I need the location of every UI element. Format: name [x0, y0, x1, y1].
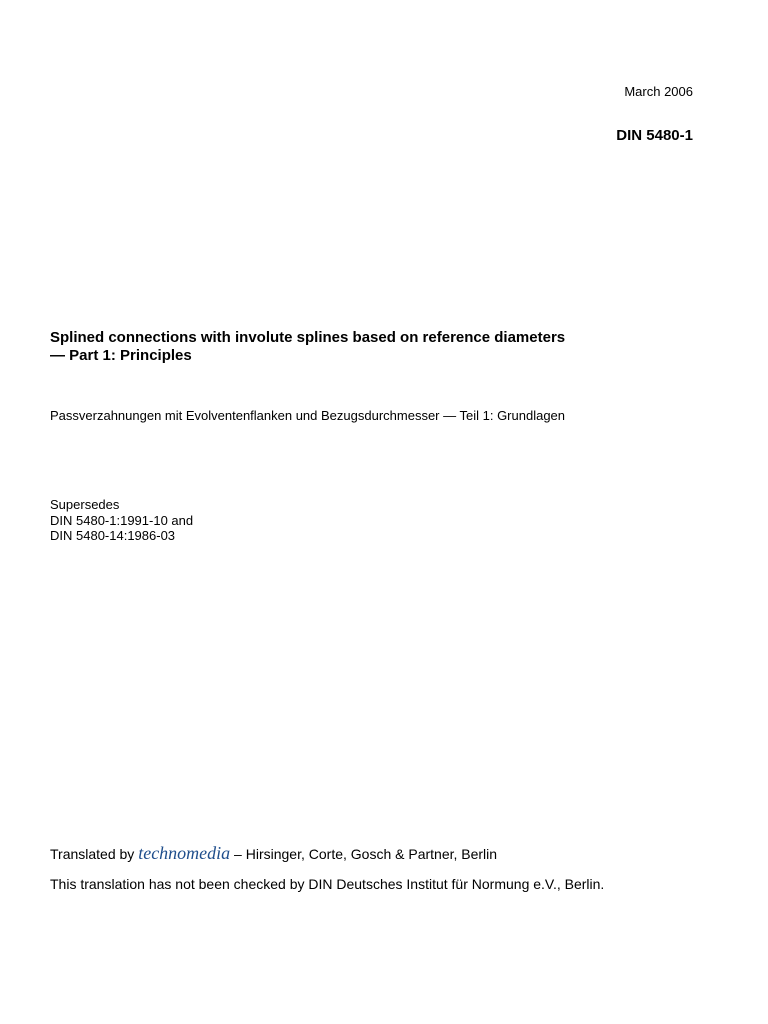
translator-name: – Hirsinger, Corte, Gosch & Partner, Berlin — [230, 846, 498, 862]
supersedes-block — [50, 497, 193, 544]
document-title-line-1: Splined connections with involute splines based on reference diameters — [50, 329, 566, 346]
translated-by-prefix: Translated by — [50, 846, 139, 862]
supersedes-item: DIN 5480-1:1991-10 and — [50, 512, 194, 528]
translated-by-line — [50, 843, 497, 864]
publication-date: March 2006 — [624, 84, 693, 99]
technomedia-logo: technomedia — [138, 843, 231, 863]
standard-number: DIN 5480-1 — [616, 127, 693, 144]
supersedes-item: DIN 5480-14:1986-03 — [50, 528, 176, 543]
german-title: Passverzahnungen mit Evolventenflanken und Bezugsdurchmesser — Teil 1: Grundlagen — [50, 408, 566, 423]
supersedes-label: Supersedes — [50, 497, 120, 512]
document-title-line-2: — Part 1: Principles — [50, 347, 192, 364]
translation-disclaimer: This translation has not been checked by DIN Deutsches Institut für Normung e.V., Berlin. — [50, 876, 605, 892]
document-title — [50, 329, 565, 365]
